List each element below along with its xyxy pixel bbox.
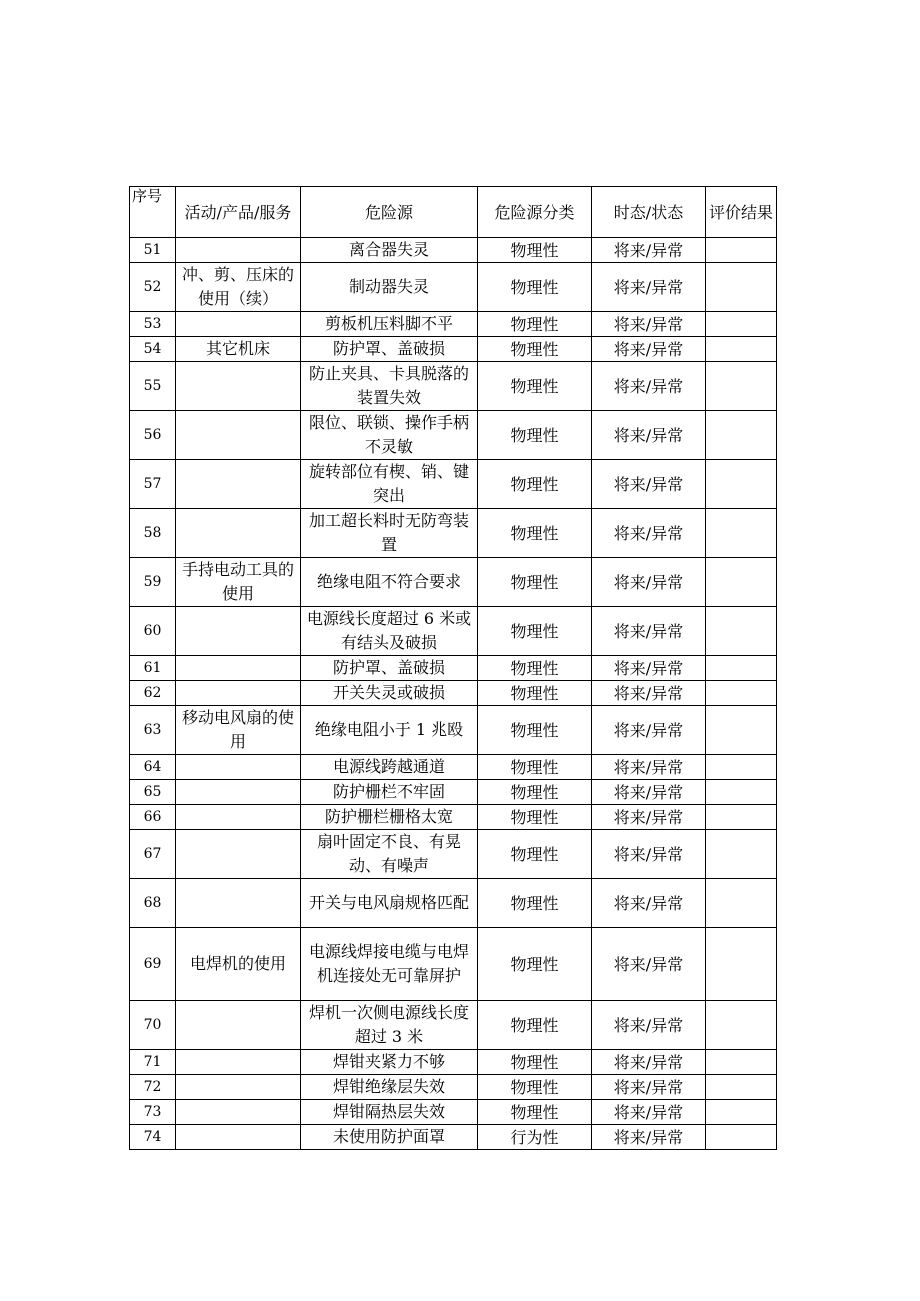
cell-activity <box>176 879 301 928</box>
cell-tense-state: 将来/异常 <box>592 1050 706 1075</box>
table-row <box>130 1050 777 1075</box>
cell-hazard: 开关失灵或破损 <box>301 681 478 706</box>
cell-hazard-category: 物理性 <box>478 656 592 681</box>
cell-tense-state: 将来/异常 <box>592 607 706 656</box>
table-row <box>130 656 777 681</box>
header-activity: 活动/产品/服务 <box>176 187 301 238</box>
cell-evaluation-result <box>706 460 777 509</box>
hazard-identification-table <box>129 186 777 1150</box>
cell-activity: 其它机床 <box>176 337 301 362</box>
cell-tense-state: 将来/异常 <box>592 830 706 879</box>
cell-tense-state: 将来/异常 <box>592 362 706 411</box>
cell-serial-number: 65 <box>130 780 176 805</box>
cell-activity <box>176 780 301 805</box>
cell-evaluation-result <box>706 928 777 1001</box>
cell-serial-number: 72 <box>130 1075 176 1100</box>
table-row <box>130 509 777 558</box>
cell-hazard-category: 物理性 <box>478 805 592 830</box>
header-evaluation-result: 评价结果 <box>706 187 777 238</box>
cell-hazard-category: 物理性 <box>478 1075 592 1100</box>
cell-activity <box>176 1125 301 1150</box>
cell-hazard: 制动器失灵 <box>301 263 478 312</box>
cell-activity <box>176 681 301 706</box>
cell-tense-state: 将来/异常 <box>592 263 706 312</box>
cell-evaluation-result <box>706 312 777 337</box>
table-row <box>130 1001 777 1050</box>
cell-activity <box>176 1075 301 1100</box>
cell-tense-state: 将来/异常 <box>592 755 706 780</box>
cell-evaluation-result <box>706 1100 777 1125</box>
cell-tense-state: 将来/异常 <box>592 411 706 460</box>
cell-tense-state: 将来/异常 <box>592 509 706 558</box>
cell-hazard: 电源线跨越通道 <box>301 755 478 780</box>
cell-evaluation-result <box>706 780 777 805</box>
cell-tense-state: 将来/异常 <box>592 706 706 755</box>
cell-evaluation-result <box>706 238 777 263</box>
cell-tense-state: 将来/异常 <box>592 1075 706 1100</box>
cell-tense-state: 将来/异常 <box>592 656 706 681</box>
cell-evaluation-result <box>706 755 777 780</box>
cell-serial-number: 58 <box>130 509 176 558</box>
cell-evaluation-result <box>706 1050 777 1075</box>
table-row <box>130 607 777 656</box>
table-row <box>130 681 777 706</box>
cell-tense-state: 将来/异常 <box>592 460 706 509</box>
cell-hazard-category: 物理性 <box>478 607 592 656</box>
cell-hazard: 限位、联锁、操作手柄不灵敏 <box>301 411 478 460</box>
cell-evaluation-result <box>706 558 777 607</box>
cell-serial-number: 59 <box>130 558 176 607</box>
cell-tense-state: 将来/异常 <box>592 879 706 928</box>
cell-evaluation-result <box>706 1125 777 1150</box>
cell-serial-number: 63 <box>130 706 176 755</box>
cell-hazard: 电源线长度超过 6 米或有结头及破损 <box>301 607 478 656</box>
cell-evaluation-result <box>706 607 777 656</box>
cell-hazard-category: 物理性 <box>478 706 592 755</box>
cell-hazard: 扇叶固定不良、有晃动、有噪声 <box>301 830 478 879</box>
cell-evaluation-result <box>706 830 777 879</box>
cell-serial-number: 66 <box>130 805 176 830</box>
cell-activity <box>176 362 301 411</box>
header-tense-state: 时态/状态 <box>592 187 706 238</box>
cell-tense-state: 将来/异常 <box>592 312 706 337</box>
cell-evaluation-result <box>706 656 777 681</box>
cell-activity <box>176 656 301 681</box>
table-row <box>130 411 777 460</box>
table-row <box>130 879 777 928</box>
cell-hazard: 焊钳绝缘层失效 <box>301 1075 478 1100</box>
cell-activity <box>176 607 301 656</box>
cell-hazard-category: 物理性 <box>478 411 592 460</box>
header-hazard-category: 危险源分类 <box>478 187 592 238</box>
cell-serial-number: 73 <box>130 1100 176 1125</box>
table-row <box>130 263 777 312</box>
cell-evaluation-result <box>706 1075 777 1100</box>
cell-activity <box>176 1050 301 1075</box>
table-body <box>130 238 777 1150</box>
table-header-row <box>130 187 777 238</box>
cell-evaluation-result <box>706 362 777 411</box>
cell-serial-number: 62 <box>130 681 176 706</box>
table-row <box>130 830 777 879</box>
cell-hazard-category: 物理性 <box>478 337 592 362</box>
table-row <box>130 312 777 337</box>
cell-hazard-category: 物理性 <box>478 312 592 337</box>
cell-hazard: 电源线焊接电缆与电焊机连接处无可靠屏护 <box>301 928 478 1001</box>
cell-activity <box>176 805 301 830</box>
cell-activity <box>176 238 301 263</box>
table-row <box>130 1125 777 1150</box>
table-row <box>130 755 777 780</box>
cell-hazard: 绝缘电阻小于 1 兆殴 <box>301 706 478 755</box>
cell-evaluation-result <box>706 263 777 312</box>
cell-serial-number: 71 <box>130 1050 176 1075</box>
cell-hazard-category: 物理性 <box>478 879 592 928</box>
cell-tense-state: 将来/异常 <box>592 1100 706 1125</box>
table-row <box>130 706 777 755</box>
cell-hazard-category: 物理性 <box>478 460 592 509</box>
cell-serial-number: 69 <box>130 928 176 1001</box>
table-row <box>130 337 777 362</box>
cell-tense-state: 将来/异常 <box>592 928 706 1001</box>
cell-hazard-category: 物理性 <box>478 362 592 411</box>
cell-activity <box>176 509 301 558</box>
table-row <box>130 928 777 1001</box>
cell-hazard-category: 物理性 <box>478 1001 592 1050</box>
cell-hazard: 旋转部位有楔、销、键突出 <box>301 460 478 509</box>
cell-hazard-category: 物理性 <box>478 780 592 805</box>
cell-hazard-category: 物理性 <box>478 1050 592 1075</box>
table-row <box>130 780 777 805</box>
cell-activity <box>176 830 301 879</box>
cell-evaluation-result <box>706 509 777 558</box>
table-row <box>130 558 777 607</box>
cell-evaluation-result <box>706 805 777 830</box>
cell-hazard-category: 物理性 <box>478 238 592 263</box>
cell-evaluation-result <box>706 411 777 460</box>
cell-activity: 冲、剪、压床的使用（续） <box>176 263 301 312</box>
cell-activity <box>176 755 301 780</box>
cell-hazard-category: 物理性 <box>478 509 592 558</box>
cell-hazard: 剪板机压料脚不平 <box>301 312 478 337</box>
cell-serial-number: 57 <box>130 460 176 509</box>
cell-serial-number: 64 <box>130 755 176 780</box>
cell-activity <box>176 312 301 337</box>
cell-serial-number: 53 <box>130 312 176 337</box>
cell-hazard: 绝缘电阻不符合要求 <box>301 558 478 607</box>
cell-serial-number: 55 <box>130 362 176 411</box>
cell-hazard-category: 物理性 <box>478 681 592 706</box>
cell-serial-number: 60 <box>130 607 176 656</box>
cell-hazard-category: 行为性 <box>478 1125 592 1150</box>
cell-hazard: 焊钳隔热层失效 <box>301 1100 478 1125</box>
cell-hazard-category: 物理性 <box>478 558 592 607</box>
cell-hazard: 防护栅栏不牢固 <box>301 780 478 805</box>
cell-hazard: 防护罩、盖破损 <box>301 337 478 362</box>
cell-tense-state: 将来/异常 <box>592 780 706 805</box>
cell-hazard: 防护栅栏栅格太宽 <box>301 805 478 830</box>
cell-tense-state: 将来/异常 <box>592 1125 706 1150</box>
cell-evaluation-result <box>706 879 777 928</box>
cell-activity <box>176 460 301 509</box>
header-hazard: 危险源 <box>301 187 478 238</box>
cell-evaluation-result <box>706 706 777 755</box>
cell-tense-state: 将来/异常 <box>592 337 706 362</box>
cell-hazard: 防止夹具、卡具脱落的装置失效 <box>301 362 478 411</box>
cell-hazard: 离合器失灵 <box>301 238 478 263</box>
table-row <box>130 1075 777 1100</box>
cell-serial-number: 52 <box>130 263 176 312</box>
cell-tense-state: 将来/异常 <box>592 1001 706 1050</box>
cell-serial-number: 54 <box>130 337 176 362</box>
header-serial-number: 序号 <box>130 187 176 238</box>
cell-serial-number: 70 <box>130 1001 176 1050</box>
cell-activity <box>176 1001 301 1050</box>
cell-tense-state: 将来/异常 <box>592 681 706 706</box>
table-row <box>130 362 777 411</box>
table-row <box>130 1100 777 1125</box>
cell-hazard: 未使用防护面罩 <box>301 1125 478 1150</box>
cell-activity: 手持电动工具的使用 <box>176 558 301 607</box>
cell-hazard-category: 物理性 <box>478 928 592 1001</box>
cell-serial-number: 51 <box>130 238 176 263</box>
cell-tense-state: 将来/异常 <box>592 558 706 607</box>
cell-activity: 移动电风扇的使用 <box>176 706 301 755</box>
cell-serial-number: 61 <box>130 656 176 681</box>
cell-hazard: 开关与电风扇规格匹配 <box>301 879 478 928</box>
cell-activity <box>176 1100 301 1125</box>
cell-serial-number: 74 <box>130 1125 176 1150</box>
cell-hazard-category: 物理性 <box>478 263 592 312</box>
cell-hazard-category: 物理性 <box>478 755 592 780</box>
table-row <box>130 238 777 263</box>
cell-evaluation-result <box>706 1001 777 1050</box>
cell-hazard: 防护罩、盖破损 <box>301 656 478 681</box>
cell-activity <box>176 411 301 460</box>
cell-activity: 电焊机的使用 <box>176 928 301 1001</box>
cell-evaluation-result <box>706 337 777 362</box>
cell-tense-state: 将来/异常 <box>592 805 706 830</box>
cell-hazard-category: 物理性 <box>478 830 592 879</box>
cell-serial-number: 68 <box>130 879 176 928</box>
cell-hazard: 焊机一次侧电源线长度超过 3 米 <box>301 1001 478 1050</box>
cell-tense-state: 将来/异常 <box>592 238 706 263</box>
table-row <box>130 460 777 509</box>
cell-serial-number: 67 <box>130 830 176 879</box>
cell-evaluation-result <box>706 681 777 706</box>
cell-hazard-category: 物理性 <box>478 1100 592 1125</box>
cell-hazard: 焊钳夹紧力不够 <box>301 1050 478 1075</box>
cell-hazard: 加工超长料时无防弯装置 <box>301 509 478 558</box>
table-row <box>130 805 777 830</box>
cell-serial-number: 56 <box>130 411 176 460</box>
